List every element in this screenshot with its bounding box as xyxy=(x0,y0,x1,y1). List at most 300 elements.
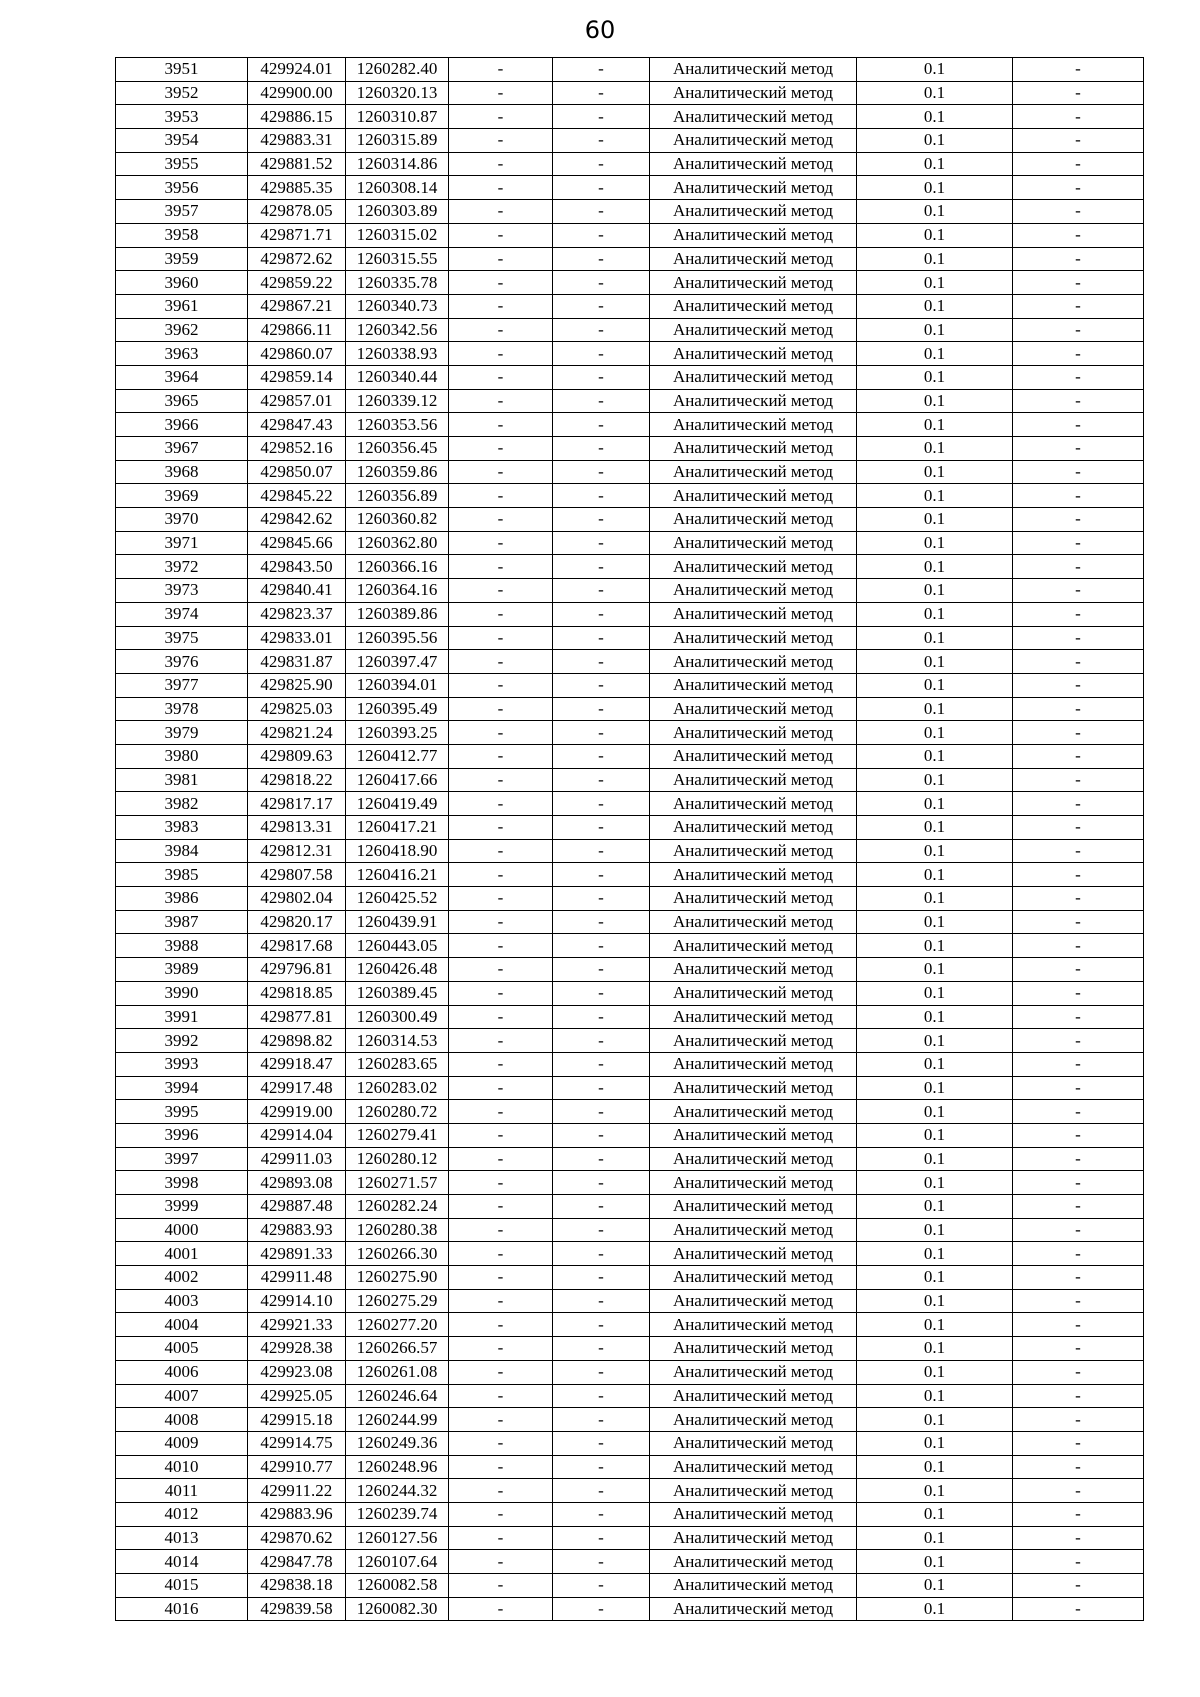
table-row xyxy=(116,1574,1144,1598)
x-coordinate-cell: 429917.48 xyxy=(248,1076,346,1100)
empty-cell: - xyxy=(1013,460,1144,484)
method-cell: Аналитический метод xyxy=(650,413,857,437)
accuracy-cell: 0.1 xyxy=(857,1313,1013,1337)
method-cell: Аналитический метод xyxy=(650,602,857,626)
point-number-cell: 3988 xyxy=(116,934,248,958)
accuracy-cell: 0.1 xyxy=(857,934,1013,958)
empty-cell: - xyxy=(553,271,650,295)
method-cell: Аналитический метод xyxy=(650,1289,857,1313)
empty-cell: - xyxy=(553,508,650,532)
empty-cell: - xyxy=(1013,1384,1144,1408)
x-coordinate-cell: 429893.08 xyxy=(248,1171,346,1195)
empty-cell: - xyxy=(449,531,553,555)
point-number-cell: 3971 xyxy=(116,531,248,555)
empty-cell: - xyxy=(553,744,650,768)
empty-cell: - xyxy=(1013,839,1144,863)
empty-cell: - xyxy=(449,1100,553,1124)
empty-cell: - xyxy=(449,1076,553,1100)
method-cell: Аналитический метод xyxy=(650,1597,857,1621)
empty-cell: - xyxy=(1013,389,1144,413)
empty-cell: - xyxy=(449,981,553,1005)
empty-cell: - xyxy=(553,650,650,674)
accuracy-cell: 0.1 xyxy=(857,1337,1013,1361)
table-row xyxy=(116,934,1144,958)
empty-cell: - xyxy=(553,81,650,105)
empty-cell: - xyxy=(553,839,650,863)
x-coordinate-cell: 429812.31 xyxy=(248,839,346,863)
point-number-cell: 3998 xyxy=(116,1171,248,1195)
method-cell: Аналитический метод xyxy=(650,721,857,745)
empty-cell: - xyxy=(1013,342,1144,366)
empty-cell: - xyxy=(553,200,650,224)
point-number-cell: 3961 xyxy=(116,294,248,318)
empty-cell: - xyxy=(553,342,650,366)
table-row xyxy=(116,863,1144,887)
y-coordinate-cell: 1260419.49 xyxy=(346,792,449,816)
empty-cell: - xyxy=(1013,1266,1144,1290)
table-row xyxy=(116,958,1144,982)
empty-cell: - xyxy=(553,981,650,1005)
empty-cell: - xyxy=(553,1076,650,1100)
empty-cell: - xyxy=(553,1289,650,1313)
empty-cell: - xyxy=(449,602,553,626)
y-coordinate-cell: 1260266.57 xyxy=(346,1337,449,1361)
y-coordinate-cell: 1260393.25 xyxy=(346,721,449,745)
y-coordinate-cell: 1260315.55 xyxy=(346,247,449,271)
empty-cell: - xyxy=(1013,816,1144,840)
point-number-cell: 4007 xyxy=(116,1384,248,1408)
y-coordinate-cell: 1260412.77 xyxy=(346,744,449,768)
accuracy-cell: 0.1 xyxy=(857,1360,1013,1384)
method-cell: Аналитический метод xyxy=(650,1147,857,1171)
point-number-cell: 4011 xyxy=(116,1479,248,1503)
empty-cell: - xyxy=(449,626,553,650)
y-coordinate-cell: 1260389.86 xyxy=(346,602,449,626)
y-coordinate-cell: 1260397.47 xyxy=(346,650,449,674)
empty-cell: - xyxy=(1013,1479,1144,1503)
table-row xyxy=(116,1455,1144,1479)
y-coordinate-cell: 1260416.21 xyxy=(346,863,449,887)
method-cell: Аналитический метод xyxy=(650,816,857,840)
method-cell: Аналитический метод xyxy=(650,1076,857,1100)
y-coordinate-cell: 1260338.93 xyxy=(346,342,449,366)
accuracy-cell: 0.1 xyxy=(857,1076,1013,1100)
empty-cell: - xyxy=(1013,1076,1144,1100)
point-number-cell: 3959 xyxy=(116,247,248,271)
empty-cell: - xyxy=(449,555,553,579)
empty-cell: - xyxy=(553,460,650,484)
y-coordinate-cell: 1260082.30 xyxy=(346,1597,449,1621)
empty-cell: - xyxy=(449,887,553,911)
empty-cell: - xyxy=(553,1431,650,1455)
accuracy-cell: 0.1 xyxy=(857,176,1013,200)
empty-cell: - xyxy=(1013,484,1144,508)
table-row xyxy=(116,792,1144,816)
method-cell: Аналитический метод xyxy=(650,294,857,318)
empty-cell: - xyxy=(1013,271,1144,295)
empty-cell: - xyxy=(1013,1550,1144,1574)
empty-cell: - xyxy=(449,58,553,82)
point-number-cell: 3962 xyxy=(116,318,248,342)
y-coordinate-cell: 1260366.16 xyxy=(346,555,449,579)
empty-cell: - xyxy=(1013,579,1144,603)
table-row xyxy=(116,152,1144,176)
empty-cell: - xyxy=(1013,602,1144,626)
x-coordinate-cell: 429870.62 xyxy=(248,1526,346,1550)
method-cell: Аналитический метод xyxy=(650,1479,857,1503)
method-cell: Аналитический метод xyxy=(650,247,857,271)
y-coordinate-cell: 1260340.73 xyxy=(346,294,449,318)
x-coordinate-cell: 429883.96 xyxy=(248,1502,346,1526)
x-coordinate-cell: 429850.07 xyxy=(248,460,346,484)
x-coordinate-cell: 429817.68 xyxy=(248,934,346,958)
accuracy-cell: 0.1 xyxy=(857,650,1013,674)
x-coordinate-cell: 429845.22 xyxy=(248,484,346,508)
x-coordinate-cell: 429813.31 xyxy=(248,816,346,840)
empty-cell: - xyxy=(449,958,553,982)
empty-cell: - xyxy=(553,626,650,650)
empty-cell: - xyxy=(449,934,553,958)
point-number-cell: 3977 xyxy=(116,673,248,697)
point-number-cell: 3987 xyxy=(116,910,248,934)
empty-cell: - xyxy=(553,1337,650,1361)
table-row xyxy=(116,58,1144,82)
x-coordinate-cell: 429807.58 xyxy=(248,863,346,887)
x-coordinate-cell: 429842.62 xyxy=(248,508,346,532)
table-row xyxy=(116,1597,1144,1621)
y-coordinate-cell: 1260339.12 xyxy=(346,389,449,413)
empty-cell: - xyxy=(1013,744,1144,768)
empty-cell: - xyxy=(449,1360,553,1384)
empty-cell: - xyxy=(553,1574,650,1598)
method-cell: Аналитический метод xyxy=(650,1171,857,1195)
accuracy-cell: 0.1 xyxy=(857,981,1013,1005)
x-coordinate-cell: 429914.75 xyxy=(248,1431,346,1455)
empty-cell: - xyxy=(449,673,553,697)
y-coordinate-cell: 1260271.57 xyxy=(346,1171,449,1195)
method-cell: Аналитический метод xyxy=(650,271,857,295)
method-cell: Аналитический метод xyxy=(650,1574,857,1598)
accuracy-cell: 0.1 xyxy=(857,1479,1013,1503)
method-cell: Аналитический метод xyxy=(650,839,857,863)
y-coordinate-cell: 1260395.56 xyxy=(346,626,449,650)
empty-cell: - xyxy=(553,389,650,413)
table-row xyxy=(116,697,1144,721)
x-coordinate-cell: 429825.03 xyxy=(248,697,346,721)
empty-cell: - xyxy=(553,1550,650,1574)
point-number-cell: 3969 xyxy=(116,484,248,508)
empty-cell: - xyxy=(449,910,553,934)
empty-cell: - xyxy=(1013,247,1144,271)
empty-cell: - xyxy=(449,152,553,176)
empty-cell: - xyxy=(553,863,650,887)
empty-cell: - xyxy=(449,816,553,840)
point-number-cell: 3972 xyxy=(116,555,248,579)
empty-cell: - xyxy=(449,1479,553,1503)
table-row xyxy=(116,129,1144,153)
accuracy-cell: 0.1 xyxy=(857,413,1013,437)
accuracy-cell: 0.1 xyxy=(857,1455,1013,1479)
accuracy-cell: 0.1 xyxy=(857,342,1013,366)
x-coordinate-cell: 429928.38 xyxy=(248,1337,346,1361)
empty-cell: - xyxy=(1013,1455,1144,1479)
accuracy-cell: 0.1 xyxy=(857,223,1013,247)
empty-cell: - xyxy=(449,389,553,413)
y-coordinate-cell: 1260417.66 xyxy=(346,768,449,792)
empty-cell: - xyxy=(449,81,553,105)
accuracy-cell: 0.1 xyxy=(857,1100,1013,1124)
x-coordinate-cell: 429820.17 xyxy=(248,910,346,934)
empty-cell: - xyxy=(449,1408,553,1432)
x-coordinate-cell: 429867.21 xyxy=(248,294,346,318)
empty-cell: - xyxy=(1013,1360,1144,1384)
x-coordinate-cell: 429891.33 xyxy=(248,1242,346,1266)
y-coordinate-cell: 1260282.24 xyxy=(346,1195,449,1219)
method-cell: Аналитический метод xyxy=(650,768,857,792)
accuracy-cell: 0.1 xyxy=(857,1242,1013,1266)
accuracy-cell: 0.1 xyxy=(857,271,1013,295)
empty-cell: - xyxy=(1013,1171,1144,1195)
x-coordinate-cell: 429914.04 xyxy=(248,1123,346,1147)
empty-cell: - xyxy=(553,365,650,389)
method-cell: Аналитический метод xyxy=(650,579,857,603)
accuracy-cell: 0.1 xyxy=(857,247,1013,271)
empty-cell: - xyxy=(449,1052,553,1076)
empty-cell: - xyxy=(553,1526,650,1550)
empty-cell: - xyxy=(449,1123,553,1147)
x-coordinate-cell: 429839.58 xyxy=(248,1597,346,1621)
accuracy-cell: 0.1 xyxy=(857,673,1013,697)
x-coordinate-cell: 429925.05 xyxy=(248,1384,346,1408)
y-coordinate-cell: 1260353.56 xyxy=(346,413,449,437)
point-number-cell: 4012 xyxy=(116,1502,248,1526)
method-cell: Аналитический метод xyxy=(650,105,857,129)
y-coordinate-cell: 1260356.45 xyxy=(346,437,449,461)
x-coordinate-cell: 429900.00 xyxy=(248,81,346,105)
empty-cell: - xyxy=(553,413,650,437)
table-row xyxy=(116,887,1144,911)
empty-cell: - xyxy=(553,129,650,153)
point-number-cell: 3956 xyxy=(116,176,248,200)
empty-cell: - xyxy=(553,934,650,958)
point-number-cell: 4005 xyxy=(116,1337,248,1361)
accuracy-cell: 0.1 xyxy=(857,1171,1013,1195)
point-number-cell: 3974 xyxy=(116,602,248,626)
x-coordinate-cell: 429859.22 xyxy=(248,271,346,295)
accuracy-cell: 0.1 xyxy=(857,152,1013,176)
point-number-cell: 3973 xyxy=(116,579,248,603)
accuracy-cell: 0.1 xyxy=(857,1005,1013,1029)
method-cell: Аналитический метод xyxy=(650,1502,857,1526)
empty-cell: - xyxy=(553,176,650,200)
x-coordinate-cell: 429883.93 xyxy=(248,1218,346,1242)
empty-cell: - xyxy=(1013,365,1144,389)
point-number-cell: 4002 xyxy=(116,1266,248,1290)
empty-cell: - xyxy=(553,1408,650,1432)
table-row xyxy=(116,555,1144,579)
x-coordinate-cell: 429878.05 xyxy=(248,200,346,224)
table-row xyxy=(116,1313,1144,1337)
y-coordinate-cell: 1260248.96 xyxy=(346,1455,449,1479)
method-cell: Аналитический метод xyxy=(650,1313,857,1337)
point-number-cell: 4003 xyxy=(116,1289,248,1313)
method-cell: Аналитический метод xyxy=(650,1360,857,1384)
x-coordinate-cell: 429881.52 xyxy=(248,152,346,176)
y-coordinate-cell: 1260127.56 xyxy=(346,1526,449,1550)
method-cell: Аналитический метод xyxy=(650,1384,857,1408)
empty-cell: - xyxy=(449,650,553,674)
empty-cell: - xyxy=(1013,1100,1144,1124)
empty-cell: - xyxy=(553,531,650,555)
x-coordinate-cell: 429923.08 xyxy=(248,1360,346,1384)
empty-cell: - xyxy=(1013,673,1144,697)
table-row xyxy=(116,342,1144,366)
table-row xyxy=(116,1171,1144,1195)
accuracy-cell: 0.1 xyxy=(857,910,1013,934)
accuracy-cell: 0.1 xyxy=(857,460,1013,484)
y-coordinate-cell: 1260359.86 xyxy=(346,460,449,484)
point-number-cell: 4000 xyxy=(116,1218,248,1242)
table-row xyxy=(116,981,1144,1005)
accuracy-cell: 0.1 xyxy=(857,1431,1013,1455)
x-coordinate-cell: 429809.63 xyxy=(248,744,346,768)
method-cell: Аналитический метод xyxy=(650,1526,857,1550)
point-number-cell: 3954 xyxy=(116,129,248,153)
x-coordinate-cell: 429860.07 xyxy=(248,342,346,366)
x-coordinate-cell: 429911.22 xyxy=(248,1479,346,1503)
point-number-cell: 3993 xyxy=(116,1052,248,1076)
method-cell: Аналитический метод xyxy=(650,365,857,389)
empty-cell: - xyxy=(449,1550,553,1574)
empty-cell: - xyxy=(553,816,650,840)
x-coordinate-cell: 429838.18 xyxy=(248,1574,346,1598)
empty-cell: - xyxy=(1013,1502,1144,1526)
method-cell: Аналитический метод xyxy=(650,744,857,768)
table-row xyxy=(116,1029,1144,1053)
point-number-cell: 3951 xyxy=(116,58,248,82)
empty-cell: - xyxy=(1013,1123,1144,1147)
y-coordinate-cell: 1260315.89 xyxy=(346,129,449,153)
accuracy-cell: 0.1 xyxy=(857,1408,1013,1432)
point-number-cell: 3968 xyxy=(116,460,248,484)
empty-cell: - xyxy=(553,1597,650,1621)
method-cell: Аналитический метод xyxy=(650,81,857,105)
table-row xyxy=(116,437,1144,461)
table-row xyxy=(116,1052,1144,1076)
y-coordinate-cell: 1260335.78 xyxy=(346,271,449,295)
x-coordinate-cell: 429821.24 xyxy=(248,721,346,745)
empty-cell: - xyxy=(449,768,553,792)
point-number-cell: 3960 xyxy=(116,271,248,295)
x-coordinate-cell: 429823.37 xyxy=(248,602,346,626)
y-coordinate-cell: 1260283.65 xyxy=(346,1052,449,1076)
y-coordinate-cell: 1260277.20 xyxy=(346,1313,449,1337)
point-number-cell: 3985 xyxy=(116,863,248,887)
x-coordinate-cell: 429857.01 xyxy=(248,389,346,413)
accuracy-cell: 0.1 xyxy=(857,1384,1013,1408)
method-cell: Аналитический метод xyxy=(650,697,857,721)
point-number-cell: 3980 xyxy=(116,744,248,768)
table-row xyxy=(116,294,1144,318)
x-coordinate-cell: 429859.14 xyxy=(248,365,346,389)
empty-cell: - xyxy=(449,318,553,342)
empty-cell: - xyxy=(1013,958,1144,982)
y-coordinate-cell: 1260425.52 xyxy=(346,887,449,911)
empty-cell: - xyxy=(553,247,650,271)
empty-cell: - xyxy=(449,863,553,887)
empty-cell: - xyxy=(449,1005,553,1029)
x-coordinate-cell: 429911.03 xyxy=(248,1147,346,1171)
table-row xyxy=(116,81,1144,105)
empty-cell: - xyxy=(449,129,553,153)
empty-cell: - xyxy=(449,1171,553,1195)
empty-cell: - xyxy=(1013,1052,1144,1076)
empty-cell: - xyxy=(1013,981,1144,1005)
empty-cell: - xyxy=(1013,294,1144,318)
empty-cell: - xyxy=(553,721,650,745)
empty-cell: - xyxy=(553,294,650,318)
empty-cell: - xyxy=(1013,1408,1144,1432)
point-number-cell: 3992 xyxy=(116,1029,248,1053)
method-cell: Аналитический метод xyxy=(650,1550,857,1574)
empty-cell: - xyxy=(449,792,553,816)
accuracy-cell: 0.1 xyxy=(857,389,1013,413)
empty-cell: - xyxy=(1013,318,1144,342)
x-coordinate-cell: 429915.18 xyxy=(248,1408,346,1432)
point-number-cell: 3963 xyxy=(116,342,248,366)
x-coordinate-cell: 429885.35 xyxy=(248,176,346,200)
empty-cell: - xyxy=(553,792,650,816)
accuracy-cell: 0.1 xyxy=(857,1195,1013,1219)
table-row xyxy=(116,1076,1144,1100)
accuracy-cell: 0.1 xyxy=(857,1550,1013,1574)
point-number-cell: 3975 xyxy=(116,626,248,650)
method-cell: Аналитический метод xyxy=(650,1052,857,1076)
y-coordinate-cell: 1260082.58 xyxy=(346,1574,449,1598)
accuracy-cell: 0.1 xyxy=(857,1052,1013,1076)
y-coordinate-cell: 1260249.36 xyxy=(346,1431,449,1455)
x-coordinate-cell: 429886.15 xyxy=(248,105,346,129)
y-coordinate-cell: 1260283.02 xyxy=(346,1076,449,1100)
empty-cell: - xyxy=(553,697,650,721)
accuracy-cell: 0.1 xyxy=(857,1289,1013,1313)
y-coordinate-cell: 1260439.91 xyxy=(346,910,449,934)
method-cell: Аналитический метод xyxy=(650,129,857,153)
empty-cell: - xyxy=(1013,650,1144,674)
table-row xyxy=(116,484,1144,508)
empty-cell: - xyxy=(449,1337,553,1361)
empty-cell: - xyxy=(553,1100,650,1124)
empty-cell: - xyxy=(449,365,553,389)
x-coordinate-cell: 429825.90 xyxy=(248,673,346,697)
accuracy-cell: 0.1 xyxy=(857,129,1013,153)
table-row xyxy=(116,413,1144,437)
accuracy-cell: 0.1 xyxy=(857,294,1013,318)
empty-cell: - xyxy=(553,223,650,247)
point-number-cell: 3967 xyxy=(116,437,248,461)
point-number-cell: 4013 xyxy=(116,1526,248,1550)
y-coordinate-cell: 1260360.82 xyxy=(346,508,449,532)
method-cell: Аналитический метод xyxy=(650,460,857,484)
y-coordinate-cell: 1260395.49 xyxy=(346,697,449,721)
y-coordinate-cell: 1260340.44 xyxy=(346,365,449,389)
empty-cell: - xyxy=(1013,437,1144,461)
y-coordinate-cell: 1260314.86 xyxy=(346,152,449,176)
y-coordinate-cell: 1260418.90 xyxy=(346,839,449,863)
table-row xyxy=(116,508,1144,532)
method-cell: Аналитический метод xyxy=(650,1100,857,1124)
accuracy-cell: 0.1 xyxy=(857,437,1013,461)
